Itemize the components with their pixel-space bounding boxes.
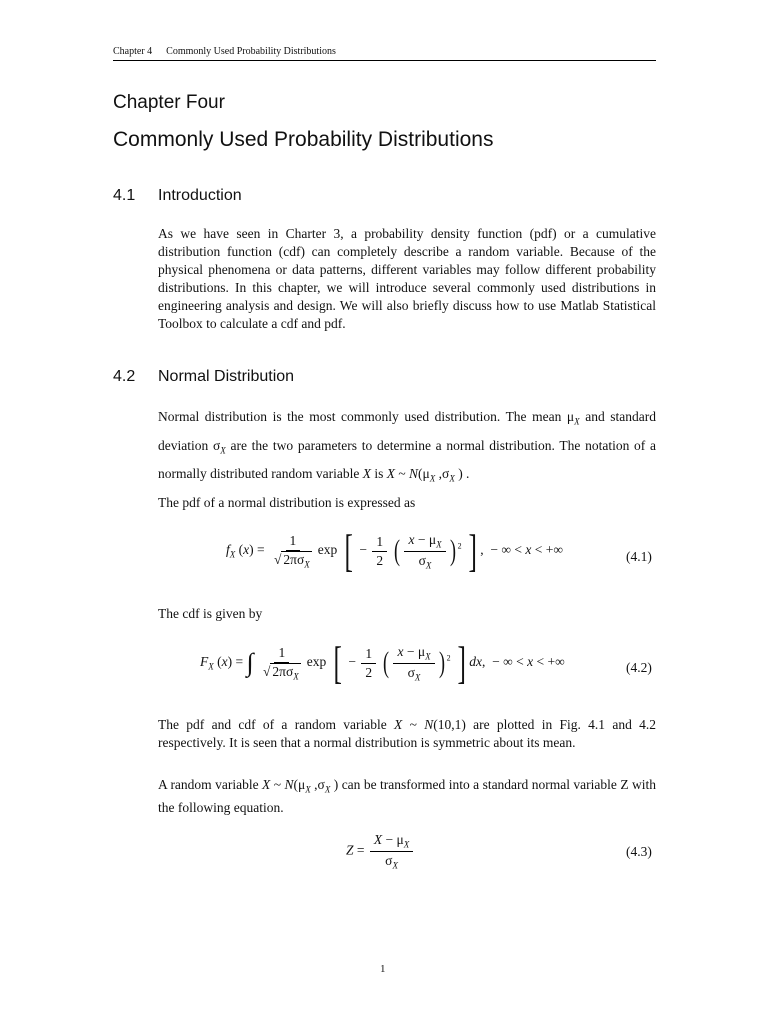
equation-number: (4.2) — [626, 660, 652, 675]
normal-paragraph-4: The pdf and cdf of a random variable X ~ N(10,1) are plotted in Fig. 4.1 and 4.2 respectively. It is seen that a normal distribution is symmetric about its mean. — [158, 717, 656, 750]
equation-4-2: $F_X$ (x) = ∫ $\frac{1}{√ 2\pi\sigma_X}$ exp [ − $\frac{1}{2}$ ( $\frac{x - \mu_X}{\sigma_X}$ ) $^2$ ] dx, − ∞ < x < +∞ — [200, 637, 565, 688]
section-title: Introduction — [158, 187, 242, 204]
intro-paragraph: As we have seen in Charter 3, a probability density function (pdf) or a cumulative distribution function (cdf) can completely describe a random variable. Because of the physical phenomena or data patterns, different variables may follow different probability distributions. In this chapter, we will introduce several commonly used distributions in engineering analysis and design. We will also briefly discuss how to use Matlab Statistical Toolbox to calculate a cdf and pdf. — [158, 226, 656, 331]
equation-4-3: Z = $\frac{X - \mu_X}{\sigma_X}$ — [346, 832, 415, 870]
page-number: 1 — [380, 963, 386, 975]
section-title: Normal Distribution — [158, 368, 295, 385]
section-heading-intro — [113, 187, 242, 205]
header-chapter: Chapter 4 — [113, 46, 153, 57]
header-title: Commonly Used Probability Distributions — [166, 46, 336, 57]
section-number: 4.1 — [113, 187, 136, 204]
normal-paragraph-1: Normal distribution is the most commonly used distribution. The mean $\mu_X$ and standard deviation $\sigma_X$ are the two parameters to determine a normal distribution. The notation of a normally distributed random variable X is X ~ $N(\mu_X$ $,\sigma_X$ ) . — [158, 409, 657, 485]
equation-number: (4.1) — [626, 549, 652, 564]
chapter-label: Chapter Four — [113, 92, 225, 113]
running-header — [113, 46, 656, 61]
normal-paragraph-5: A random variable X ~ $N(\mu_X$ $,\sigma_X$ ) can be transformed into a standard normal variable Z with the following equation. — [158, 777, 657, 815]
equation-4-1: $f_X$ (x) = $\frac{1}{√ 2\pi\sigma_X}$ exp [ − $\frac{1}{2}$ ( $\frac{x - \mu_X}{\sigma_X}$ ) $^2$ ] , − ∞ < x < +∞ — [226, 525, 563, 576]
section-heading-normal — [113, 368, 294, 386]
chapter-title: Commonly Used Probability Distributions — [113, 128, 494, 151]
normal-paragraph-3: The cdf is given by — [158, 606, 263, 621]
normal-paragraph-2: The pdf of a normal distribution is expressed as — [158, 495, 416, 510]
section-number: 4.2 — [113, 368, 136, 385]
equation-number: (4.3) — [626, 844, 652, 859]
